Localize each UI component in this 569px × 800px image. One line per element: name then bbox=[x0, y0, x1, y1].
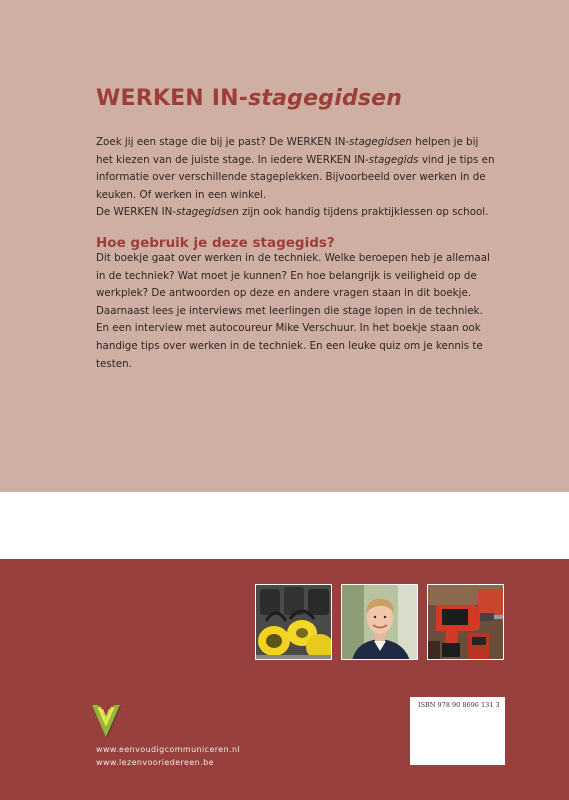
intro-line bbox=[96, 204, 489, 222]
section-heading: Hoe gebruik je deze stagegids? bbox=[96, 235, 335, 251]
power-drill-photo bbox=[427, 584, 504, 660]
intro-text: zijn ook handig tijdens praktijklessen op school. bbox=[238, 206, 489, 219]
website-link[interactable]: www.lezenvooriedereen.be bbox=[96, 758, 214, 767]
intro-italic: stagegidsen bbox=[349, 136, 412, 148]
intro-text: het kiezen van de juiste stage. In iedere WERKEN IN- bbox=[96, 153, 369, 166]
body-line: Daarnaast lees je interviews met leerlingen die stage lopen in de techniek. bbox=[96, 304, 483, 317]
body-line: in de techniek? Wat moet je kunnen? En hoe belangrijk is veiligheid op de bbox=[96, 269, 477, 282]
white-band bbox=[0, 492, 569, 559]
title-main: WERKEN IN- bbox=[96, 86, 249, 111]
body-line: werkplek? De antwoorden op deze en andere vragen staan in dit boekje. bbox=[96, 287, 472, 300]
intro-italic: stagegids bbox=[368, 153, 419, 166]
page-title bbox=[96, 86, 402, 111]
intro-text: vind je tips en bbox=[418, 153, 495, 166]
intro-italic: stagegidsen bbox=[176, 206, 239, 219]
body-line: testen. bbox=[96, 357, 132, 370]
intro-text: De WERKEN IN- bbox=[96, 206, 177, 219]
ear-protectors-photo bbox=[255, 584, 332, 660]
title-italic: stagegidsen bbox=[248, 86, 403, 111]
publisher-logo-icon bbox=[90, 703, 122, 739]
body-paragraph bbox=[96, 250, 490, 373]
body-line: En een interview met autocoureur Mike Verschuur. In het boekje staan ook bbox=[96, 322, 481, 335]
portrait-photo bbox=[341, 584, 418, 660]
intro-line bbox=[96, 134, 479, 152]
isbn-label: ISBN 978 90 8696 131 3 bbox=[418, 701, 500, 709]
intro-text: Zoek jij een stage die bij je past? De WERKEN IN- bbox=[96, 136, 350, 148]
intro-paragraph bbox=[96, 134, 495, 222]
intro-text: helpen je bij bbox=[411, 136, 479, 148]
intro-line bbox=[96, 152, 495, 170]
website-link[interactable]: www.eenvoudigcommuniceren.nl bbox=[96, 745, 241, 754]
body-line: Dit boekje gaat over werken in de techniek. Welke beroepen heb je allemaal bbox=[96, 252, 490, 264]
body-line: handige tips over werken in de techniek. En een leuke quiz om je kennis te bbox=[96, 339, 483, 352]
intro-line: keuken. Of werken in een winkel. bbox=[96, 188, 267, 201]
intro-line: informatie over verschillende stageplekken. Bijvoorbeeld over werken in de bbox=[96, 171, 486, 184]
barcode-box bbox=[410, 697, 505, 765]
